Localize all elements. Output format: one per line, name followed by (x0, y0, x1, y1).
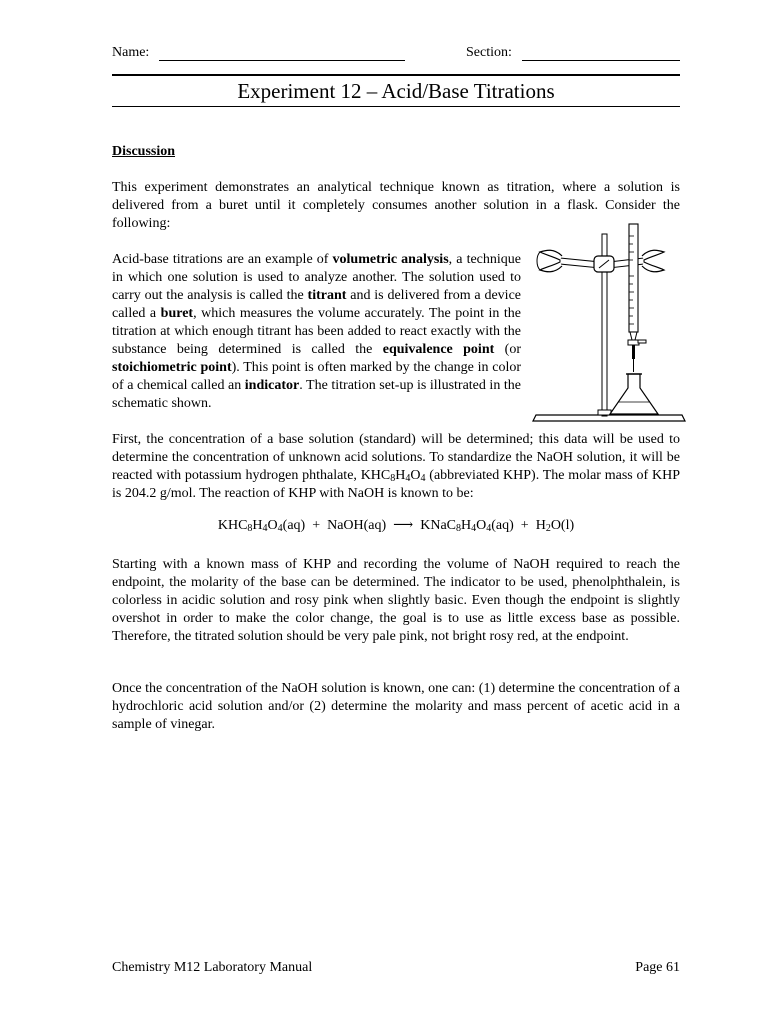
text-run: First, the concentration of a base solution (standard) will be determined; this data will be used to determine the concentration of unknown acid solutions. To standardize the NaOH solution, it will be reacted with potassium hydrogen phthalate, KHC (112, 432, 680, 483)
buret-taper (630, 332, 637, 340)
eq-subscript: 4 (471, 523, 477, 534)
footer-page-number: Page 61 (635, 960, 680, 975)
left-jaw-lower (540, 262, 562, 272)
term-volumetric-analysis: volumetric analysis (332, 252, 449, 267)
subscript: 8 (390, 473, 396, 484)
stopcock-body (628, 340, 639, 345)
name-blank-line (159, 60, 405, 61)
right-jaw-lower (642, 262, 664, 272)
text-run: H (395, 468, 406, 483)
khp-naoh-equation (112, 517, 680, 535)
title-top-rule (112, 74, 680, 76)
stand-base (533, 415, 685, 421)
buret-tip (632, 345, 635, 359)
text-run: and is delivered from a device called a (112, 288, 521, 321)
applications-paragraph: Once the concentration of the NaOH solution is known, one can: (1) determine the concentration of a hydrochloric acid solution and/or (2) determine the molarity and mass percent of acetic acid in a sample of vinegar. (112, 681, 680, 732)
lab-manual-page (112, 0, 680, 1024)
rod-foot (598, 410, 611, 415)
text-run: , a technique in which one solution is used to analyze another. The solution used to carry out the analysis is called the (112, 252, 521, 303)
text-run: (abbreviated KHP). The molar mass of KHP is 204.2 g/mol. The reaction of KHP with NaOH is known to be: (112, 468, 680, 501)
left-jaw-spring (537, 252, 540, 270)
eq-text: (aq) + NaOH(aq) ⟶ KNaC (282, 518, 457, 533)
eq-text: H (461, 518, 472, 533)
right-jaw-upper (642, 250, 664, 260)
endpoint-paragraph: Starting with a known mass of KHP and recording the volume of NaOH required to reach the endpoint, the molarity of the base can be determined. The indicator to be used, phenolphthalein, is colorless in acidic solution and rosy pink when slightly basic. Even though the endpoint is slightly overshot in order to make the color change, the goal is to use as little excess base as possible. Therefore, the titrated solution should be very pale pink, not bright rosy red, at the endpoint. (112, 557, 680, 644)
eq-subscript: 8 (247, 523, 253, 534)
eq-text: O (267, 518, 278, 533)
eq-text: O(l) (550, 518, 575, 533)
eq-subscript: 4 (277, 523, 283, 534)
term-equivalence-point: equivalence point (382, 342, 495, 357)
stopcock-handle (638, 340, 646, 343)
term-stoichiometric-point: stoichiometric point (112, 360, 232, 375)
text-run: , which measures the volume accurately. The point in the titration at which enough titrant has been added to react exactly with the substance being determined is called the (112, 306, 521, 357)
eq-text: O (476, 518, 487, 533)
text-run: (or (494, 342, 521, 357)
term-indicator: indicator (244, 378, 300, 393)
eq-subscript: 8 (456, 523, 462, 534)
name-label: Name: (112, 45, 150, 60)
volumetric-analysis-paragraph (112, 251, 521, 413)
subscript: 4 (420, 473, 426, 484)
standardization-paragraph (112, 431, 680, 503)
text-run: ). This point is often marked by the change in color of a chemical called an (112, 360, 522, 393)
title-bottom-rule (112, 106, 680, 107)
eq-subscript: 4 (262, 523, 268, 534)
intro-paragraph: This experiment demonstrates an analytical technique known as titration, where a solution is delivered from a buret until it completely consumes another solution in a flask. Consider the following: (112, 180, 680, 231)
left-jaw-upper (540, 250, 562, 260)
eq-text: (aq) + H (491, 518, 546, 533)
text-run: O (410, 468, 421, 483)
page-title: Experiment 12 – Acid/Base Titrations (237, 79, 555, 103)
eq-text: KHC (217, 518, 248, 533)
term-titrant: titrant (307, 288, 347, 303)
section-blank-line (522, 60, 680, 61)
term-buret: buret (160, 306, 194, 321)
titration-apparatus-illustration (532, 222, 692, 427)
titration-setup-figure (532, 222, 692, 427)
header-row (112, 45, 680, 65)
footer-manual-title: Chemistry M12 Laboratory Manual (112, 960, 313, 975)
subscript: 4 (405, 473, 411, 484)
eq-subscript: 2 (545, 523, 551, 534)
eq-text: H (252, 518, 263, 533)
section-label: Section: (466, 45, 512, 60)
text-run: . The titration set-up is illustrated in the schematic shown. (112, 378, 521, 411)
eq-subscript: 4 (486, 523, 492, 534)
text-run: Acid-base titrations are an example of (112, 252, 333, 267)
discussion-heading: Discussion (112, 144, 176, 159)
erlenmeyer-flask (610, 374, 658, 414)
